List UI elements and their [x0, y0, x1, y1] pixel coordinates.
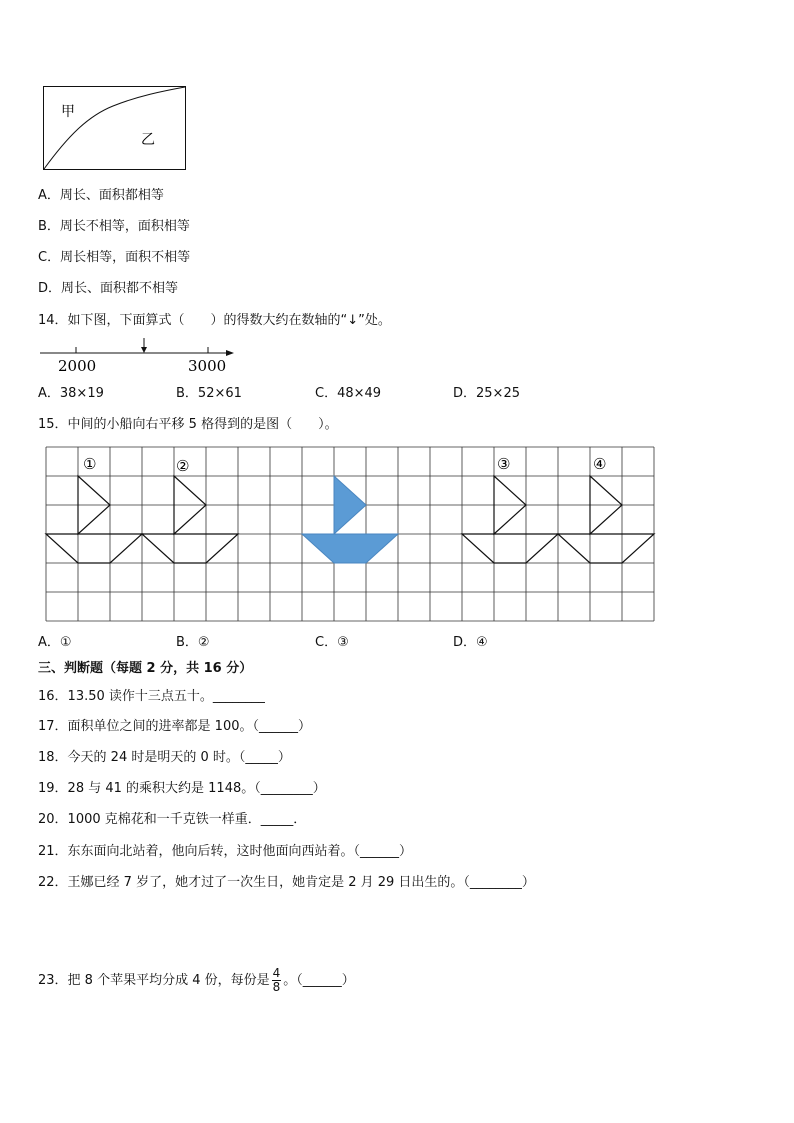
q15-boat-middle — [302, 476, 398, 563]
q15-option-a[interactable]: A．① — [38, 635, 72, 650]
q21: 21．东东面向北站着，他向后转，这时他面向西站着。（______） — [38, 844, 413, 859]
q18: 18．今天的 24 时是明天的 0 时。（_____） — [38, 750, 291, 765]
q14-option-c[interactable]: C．48×49 — [315, 386, 382, 401]
q15-boat-4 — [558, 476, 654, 563]
q13-curve — [44, 87, 185, 169]
q15-option-c[interactable]: C．③ — [315, 635, 349, 650]
section-heading: 三、判断题（每题 2 分，共 16 分） — [38, 661, 253, 676]
q15-boat-2 — [142, 476, 238, 563]
q16: 16．13.50 读作十三点五十。________ — [38, 689, 265, 704]
q23-fraction — [272, 967, 282, 994]
q14-number-line — [38, 336, 238, 376]
q15-label-1: ① — [83, 455, 97, 473]
q13-option-c[interactable]: C．周长相等，面积不相等 — [38, 250, 191, 265]
q15-boat-1 — [46, 476, 142, 563]
q14-option-a[interactable]: A．38×19 — [38, 386, 104, 401]
q14-axis-right: 3000 — [188, 357, 227, 375]
q15-label-2: ② — [176, 457, 190, 475]
q15-grid-figure — [46, 447, 656, 623]
q15-boat-3 — [462, 476, 558, 563]
q23-before: 23．把 8 个苹果平均分成 4 份，每份是 — [38, 973, 270, 988]
q15-option-d[interactable]: D．④ — [453, 635, 488, 650]
q19: 19．28 与 41 的乘积大约是 1148。（________） — [38, 781, 326, 796]
q15-label-4: ④ — [593, 455, 607, 473]
q13-label-jia: 甲 — [61, 104, 75, 120]
q17: 17．面积单位之间的进率都是 100。（______） — [38, 719, 311, 734]
q23 — [38, 964, 355, 998]
q23-denominator: 8 — [272, 980, 281, 994]
q14-option-d[interactable]: D．25×25 — [453, 386, 520, 401]
q23-numerator: 4 — [272, 966, 281, 980]
q20: 20．1000 克棉花和一千克铁一样重．_____． — [38, 812, 307, 827]
q23-after: 。（______） — [283, 973, 355, 988]
q13-option-a[interactable]: A．周长、面积都相等 — [38, 188, 164, 203]
q14-axis-left: 2000 — [58, 357, 97, 375]
q15-label-3: ③ — [497, 455, 511, 473]
q15-option-b[interactable]: B．② — [176, 635, 210, 650]
q13-option-d[interactable]: D．周长、面积都不相等 — [38, 281, 179, 296]
q15-stem: 15．中间的小船向右平移 5 格得到的是图（ ）。 — [38, 417, 338, 432]
q13-label-yi: 乙 — [141, 132, 155, 148]
q14-stem: 14．如下图，下面算式（ ）的得数大约在数轴的“↓”处。 — [38, 313, 391, 328]
q14-option-b[interactable]: B．52×61 — [176, 386, 242, 401]
q13-figure — [43, 86, 186, 170]
q22: 22．王娜已经 7 岁了，她才过了一次生日，她肯定是 2 月 29 日出生的。（________） — [38, 875, 535, 890]
q13-option-b[interactable]: B．周长不相等，面积相等 — [38, 219, 190, 234]
